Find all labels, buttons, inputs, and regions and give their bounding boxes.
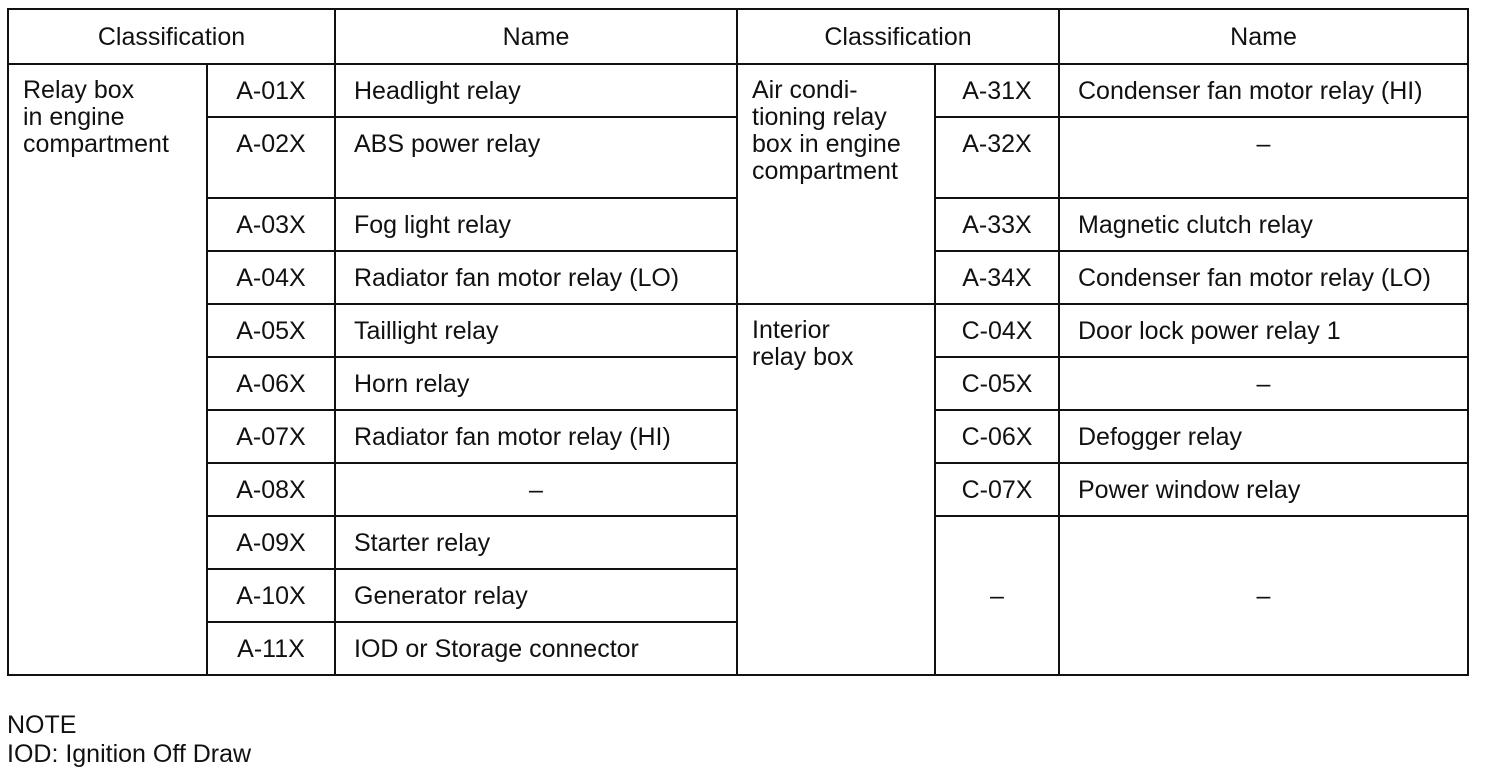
note <box>7 711 251 769</box>
relay-code: A-07X <box>207 410 335 463</box>
table-row <box>8 304 1468 357</box>
relay-name: – <box>1059 117 1468 198</box>
relay-name: Condenser fan motor relay (HI) <box>1059 64 1468 117</box>
relay-name: Door lock power relay 1 <box>1059 304 1468 357</box>
relay-code: A-05X <box>207 304 335 357</box>
relay-code: A-06X <box>207 357 335 410</box>
group-ac-relay-box <box>737 64 935 304</box>
header-classification-right: Classification <box>737 9 1059 64</box>
table-row <box>8 64 1468 117</box>
relay-code: A-01X <box>207 64 335 117</box>
relay-code: A-34X <box>935 251 1059 304</box>
relay-code: A-33X <box>935 198 1059 251</box>
group-label: Relay box in engine compartment <box>23 76 169 158</box>
relay-name: Radiator fan motor relay (HI) <box>335 410 737 463</box>
relay-name: Condenser fan motor relay (LO) <box>1059 251 1468 304</box>
relay-name: Magnetic clutch relay <box>1059 198 1468 251</box>
relay-code: A-03X <box>207 198 335 251</box>
relay-name: Generator relay <box>335 569 737 622</box>
group-interior-relay-box <box>737 304 935 675</box>
note-title: NOTE <box>7 711 77 739</box>
group-label: Air condi- tioning relay box in engine compartment <box>752 76 901 185</box>
relay-code: A-11X <box>207 622 335 675</box>
relay-code: A-31X <box>935 64 1059 117</box>
relay-name: Fog light relay <box>335 198 737 251</box>
relay-code: C-04X <box>935 304 1059 357</box>
relay-code: C-05X <box>935 357 1059 410</box>
header-classification-left: Classification <box>8 9 335 64</box>
relay-name: Radiator fan motor relay (LO) <box>335 251 737 304</box>
relay-table <box>7 8 1469 676</box>
header-name-right: Name <box>1059 9 1468 64</box>
empty-code-cell: – <box>935 516 1059 675</box>
relay-code: A-04X <box>207 251 335 304</box>
relay-name: Headlight relay <box>335 64 737 117</box>
relay-code: C-06X <box>935 410 1059 463</box>
relay-code: A-02X <box>207 117 335 198</box>
relay-name: Horn relay <box>335 357 737 410</box>
relay-name: ABS power relay <box>335 117 737 198</box>
relay-code: A-32X <box>935 117 1059 198</box>
relay-code: C-07X <box>935 463 1059 516</box>
relay-name: – <box>335 463 737 516</box>
relay-name: Defogger relay <box>1059 410 1468 463</box>
empty-name-cell: – <box>1059 516 1468 675</box>
relay-code: A-08X <box>207 463 335 516</box>
relay-name: IOD or Storage connector <box>335 622 737 675</box>
relay-name: – <box>1059 357 1468 410</box>
relay-name: Starter relay <box>335 516 737 569</box>
relay-name: Taillight relay <box>335 304 737 357</box>
group-engine-relay-box <box>8 64 207 675</box>
header-row <box>8 9 1468 64</box>
relay-code: A-10X <box>207 569 335 622</box>
header-name-left: Name <box>335 9 737 64</box>
note-text: IOD: Ignition Off Draw <box>7 740 252 768</box>
group-label: Interior relay box <box>752 316 854 371</box>
relay-name: Power window relay <box>1059 463 1468 516</box>
relay-code: A-09X <box>207 516 335 569</box>
